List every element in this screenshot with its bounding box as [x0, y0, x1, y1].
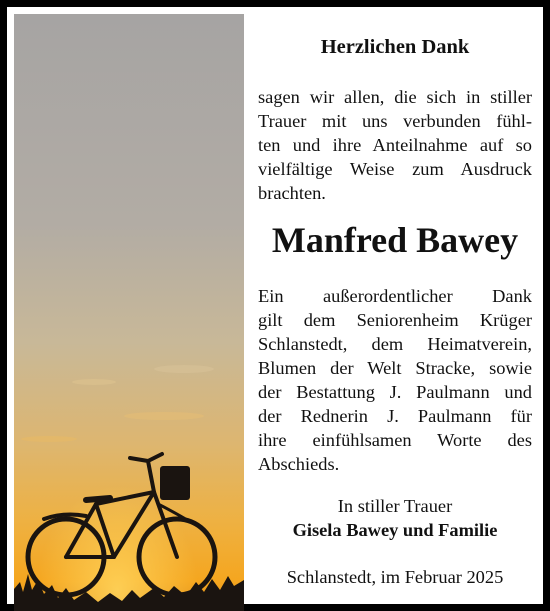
thanks-paragraph: [258, 284, 532, 476]
thanks-line: Blumen der Welt Stracke, sowie: [258, 358, 532, 378]
basket-shape: [160, 466, 190, 500]
thanks-line: Ein außerordentlicher Dank: [258, 286, 532, 306]
thanks-line: der Rednerin J. Paulmann für: [258, 406, 532, 426]
notice-text-column: [258, 14, 532, 611]
thanks-line: der Bestattung J. Paulmann und: [258, 382, 532, 402]
thanks-line: Schlanstedt, dem Heimatverein,: [258, 334, 532, 354]
bicycle-silhouette-image: [14, 14, 244, 611]
thanks-line: ihre einfühlsamen Worte des: [258, 430, 532, 450]
thank-you-heading: Herzlichen Dank: [320, 36, 470, 58]
place-date: Schlanstedt, im Februar 2025: [286, 567, 504, 587]
intro-paragraph: [258, 85, 532, 205]
deceased-name: Manfred Bawey: [271, 220, 519, 260]
intro-line: sagen wir allen, die sich in stiller: [258, 87, 532, 107]
intro-line: ten und ihre Anteilnahme auf so: [258, 135, 532, 155]
thanks-line: Abschieds.: [258, 454, 340, 474]
intro-line: vielfältige Weise zum Ausdruck: [258, 159, 532, 179]
intro-line: Trauer mit uns verbunden fühl-: [258, 111, 532, 131]
family-signature: Gisela Bawey und Familie: [292, 520, 498, 540]
intro-line: brachten.: [258, 183, 326, 203]
closing-line: In stiller Trauer: [337, 496, 453, 516]
thanks-line: gilt dem Seniorenheim Krüger: [258, 310, 532, 330]
sunset-bicycle-photo: [14, 14, 244, 611]
